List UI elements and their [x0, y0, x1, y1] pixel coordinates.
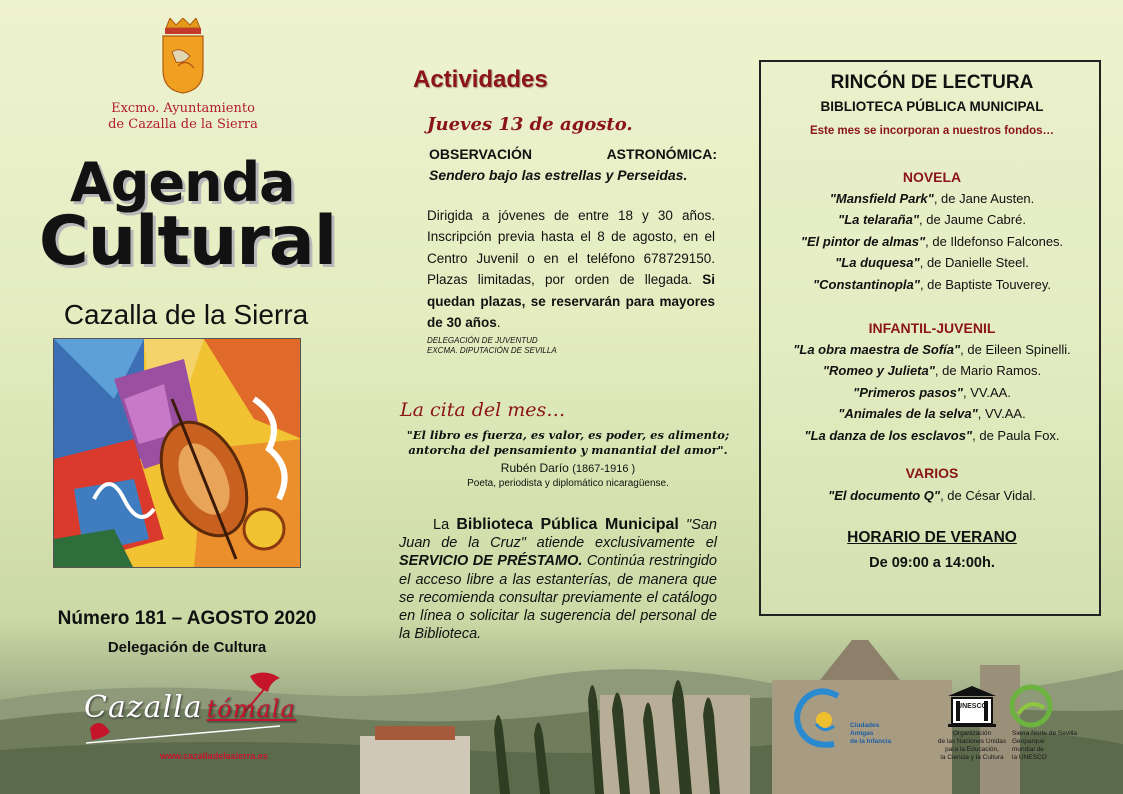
- cover-artwork: [53, 338, 301, 568]
- book-author: , de Jane Austen.: [933, 191, 1035, 206]
- book-author: , de Ildefonso Falcones.: [925, 234, 1064, 249]
- activities-heading: Actividades: [413, 66, 548, 93]
- caption-line: Sierra Norte de Sevilla: [1012, 730, 1078, 737]
- reading-corner-intro: Este mes se incorporan a nuestros fondos…: [809, 125, 1055, 137]
- brand-slogan-part1: Cazalla: [84, 690, 203, 725]
- book-item: [761, 274, 1103, 296]
- section-heading-varios: VARIOS: [905, 465, 959, 481]
- issue-number: Número 181 – AGOSTO 2020: [57, 608, 317, 629]
- book-title: "La danza de los esclavos": [804, 428, 973, 443]
- book-title: "Mansfield Park": [829, 191, 934, 206]
- reading-corner-subtitle: BIBLIOTECA PÚBLICA MUNICIPAL: [820, 99, 1044, 114]
- council-name-line: Excmo. Ayuntamiento: [111, 101, 255, 116]
- quote-author-name: Rubén Darío: [500, 461, 569, 475]
- brand-url[interactable]: www.cazalladelasierra.es: [160, 751, 268, 761]
- section-heading-infantil-juvenil: INFANTIL-JUVENIL: [868, 320, 996, 336]
- caption-line: Amigas: [850, 730, 874, 737]
- event-credit-line: DELEGACIÓN DE JUVENTUD: [427, 336, 538, 345]
- book-author: , VV.AA.: [977, 406, 1026, 421]
- library-service: SERVICIO DE PRÉSTAMO.: [399, 553, 583, 570]
- book-item: [761, 382, 1103, 404]
- caption-line: la UNESCO: [1012, 754, 1047, 761]
- child-friendly-city-icon: [790, 686, 854, 752]
- book-title: "Primeros pasos": [853, 385, 963, 400]
- book-item: [761, 403, 1103, 425]
- caption-line: Organización: [952, 730, 992, 737]
- quote-author-role: Poeta, periodista y diplomático nicaragüense.: [467, 478, 669, 489]
- council-name-line: de Cazalla de la Sierra: [108, 117, 258, 132]
- summer-hours: De 09:00 a 14:00h.: [869, 555, 995, 571]
- book-title: "El documento Q": [828, 488, 941, 503]
- event-title: OBSERVACIÓN ASTRONÓMICA:: [429, 146, 717, 162]
- book-item: [761, 485, 1103, 507]
- caption-line: Ciudades: [850, 722, 880, 729]
- book-author: , de Danielle Steel.: [919, 255, 1029, 270]
- quote-line: "El libro es fuerza, es valor, es poder, es alimento;: [406, 428, 730, 442]
- quote-heading: La cita del mes…: [400, 399, 566, 421]
- caption-line: para la Educación,: [945, 746, 999, 753]
- book-item: [761, 360, 1103, 382]
- library-alias: "San Juan de la Cruz" atiende exclusivamente el: [399, 517, 717, 552]
- title-cultural: Cultural: [38, 202, 337, 281]
- book-item: [761, 209, 1103, 231]
- brand-slogan-part2: tómala: [206, 695, 296, 723]
- quote-line: antorcha del pensamiento y manantial del amor".: [408, 443, 728, 457]
- book-author: , de César Vidal.: [940, 488, 1036, 503]
- book-title: "La duquesa": [835, 255, 920, 270]
- town-name: Cazalla de la Sierra: [63, 299, 309, 330]
- book-author: , de Baptiste Touverey.: [919, 277, 1051, 292]
- book-item: [761, 252, 1103, 274]
- brand-slogan: [84, 690, 296, 725]
- publisher-delegation: Delegación de Cultura: [107, 639, 267, 656]
- book-item: [761, 339, 1103, 361]
- caption-line: Geoparque: [1012, 738, 1045, 745]
- title-agenda: Agenda: [70, 151, 295, 214]
- event-description-emphasis: Si quedan plazas, se reservarán para mayores de 30 años: [427, 272, 715, 331]
- caption-line: la Ciencia y la Cultura: [940, 754, 1004, 761]
- reading-corner-title: RINCÓN DE LECTURA: [830, 72, 1034, 93]
- library-notice-lead: La: [433, 517, 450, 533]
- book-author: , de Paula Fox.: [972, 428, 1060, 443]
- caption-line: de las Naciones Unidas: [937, 738, 1007, 745]
- reading-corner-panel: [759, 60, 1101, 616]
- geopark-icon: [1008, 684, 1054, 728]
- library-notice-body: Continúa restringido el acceso libre a las estanterías, de manera que se recomienda consultar previamente el catálogo en línea o solicitar la sugerencia del personal de la Biblioteca.: [399, 553, 717, 643]
- event-description-text: Dirigida a jóvenes de entre 18 y 30 años. Inscripción previa hasta el 8 de agosto, en el Centro Juvenil o en el teléfono 678729150. Plazas limitadas, por orden de llegada.: [427, 208, 715, 288]
- book-item: [761, 188, 1103, 210]
- book-title: "Romeo y Julieta": [822, 363, 935, 378]
- quote-author-years: (1867-1916 ): [572, 463, 636, 475]
- library-name: Biblioteca Pública Municipal: [456, 516, 679, 533]
- event-description-end: .: [496, 315, 501, 331]
- quote-text: [398, 428, 738, 458]
- book-author: , de Mario Ramos.: [934, 363, 1042, 378]
- caption-line: mundial de: [1012, 746, 1044, 753]
- coat-of-arms-icon: [160, 18, 206, 94]
- book-title: "Animales de la selva": [838, 406, 978, 421]
- book-title: "La obra maestra de Sofía": [793, 342, 961, 357]
- event-credit: [427, 336, 627, 356]
- book-author: , de Eileen Spinelli.: [960, 342, 1071, 357]
- book-title: "El pintor de almas": [800, 234, 926, 249]
- library-notice: [399, 516, 717, 643]
- cubist-musician-painting: [54, 339, 301, 568]
- summer-hours-title: HORARIO DE VERANO: [847, 529, 1017, 546]
- book-title: "Constantinopla": [813, 277, 920, 292]
- quote-author: [398, 460, 738, 477]
- unesco-wordmark: UNESCO: [957, 703, 987, 710]
- caption-line: de la Infancia: [850, 738, 892, 745]
- geopark-caption: [1012, 730, 1088, 762]
- book-title: "La telaraña": [838, 212, 920, 227]
- council-name: [90, 101, 276, 133]
- book-author: , VV.AA.: [962, 385, 1011, 400]
- book-item: [761, 231, 1103, 253]
- event-date: Jueves 13 de agosto.: [427, 114, 633, 135]
- book-item: [761, 425, 1103, 447]
- unesco-caption: [926, 730, 1018, 762]
- child-friendly-city-caption: [850, 722, 900, 746]
- event-subtitle: Sendero bajo las estrellas y Perseidas.: [429, 167, 688, 183]
- section-heading-novela: NOVELA: [902, 169, 962, 185]
- book-author: , de Jaume Cabré.: [919, 212, 1026, 227]
- event-credit-line: EXCMA. DIPUTACIÓN DE SEVILLA: [427, 346, 557, 355]
- event-description: [427, 205, 715, 333]
